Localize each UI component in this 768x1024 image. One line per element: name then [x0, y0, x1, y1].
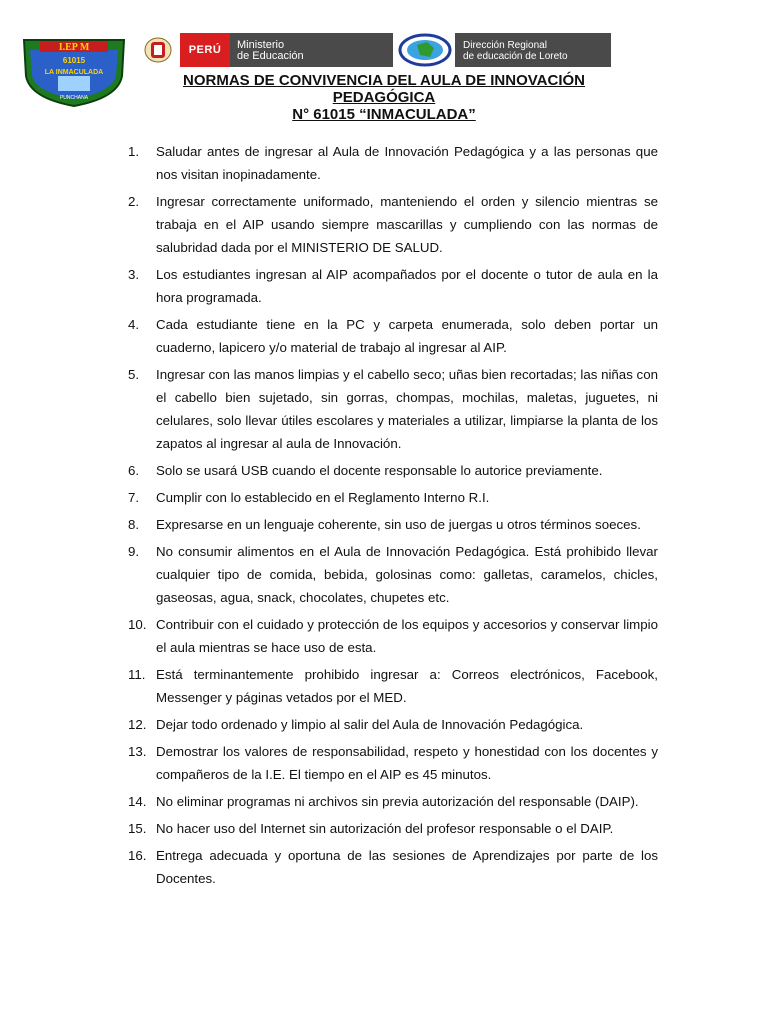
peru-label: PERÚ	[180, 33, 230, 67]
school-logo	[18, 36, 130, 108]
title-line-3: N° 61015 “INMACULADA”	[292, 106, 476, 123]
list-item: 2. Ingresar correctamente uniformado, manteniendo el orden y silencio mientras se trabaja en el AIP usando siempre mascarillas y cumpliendo con las normas de salubridad dada por el MINISTERIO DE SALUD.	[128, 194, 658, 255]
list-item: 11. Está terminantemente prohibido ingresar a: Correos electrónicos, Facebook, Messenger y páginas vetados por el MED.	[128, 667, 658, 705]
list-item: 4. Cada estudiante tiene en la PC y carpeta enumerada, solo deben portar un cuaderno, lapicero y/o material de trabajo al ingresar al AIP.	[128, 317, 658, 355]
peru-shield-icon	[136, 33, 180, 67]
list-item: 15. No hacer uso del Internet sin autorización del profesor responsable o el DAIP.	[128, 821, 614, 836]
dre-banner: Dirección Regional de educación de Loreto	[455, 33, 611, 67]
list-item: 3. Los estudiantes ingresan al AIP acompañados por el docente o tutor de aula en la hora programada.	[128, 267, 658, 305]
list-item: 8. Expresarse en un lenguaje coherente, sin uso de juergas u otros términos soeces.	[128, 517, 641, 532]
list-item: 6. Solo se usará USB cuando el docente responsable lo autorice previamente.	[128, 463, 603, 478]
list-item: 1. Saludar antes de ingresar al Aula de Innovación Pedagógica y a las personas que nos visitan inopinadamente.	[128, 144, 658, 182]
minedu-banner	[136, 33, 393, 67]
list-item: 10. Contribuir con el cuidado y protección de los equipos y accesorios y conservar limpio el aula mientras se hace uso de esta.	[128, 617, 658, 655]
svg-text:PUNCHANA: PUNCHANA	[59, 95, 89, 101]
svg-text:I.EP M: I.EP M	[58, 42, 90, 53]
ministerio-label: Ministerio de Educación	[230, 33, 393, 67]
list-item: 7. Cumplir con lo establecido en el Reglamento Interno R.I.	[128, 490, 490, 505]
svg-text:61015: 61015	[62, 56, 86, 65]
list-item: 9. No consumir alimentos en el Aula de Innovación Pedagógica. Está prohibido llevar cualquier tipo de comida, bebida, golosinas como: galletas, caramelos, chicles, gaseosas, agua, snack, chocolates, chupetes etc.	[128, 544, 658, 605]
list-item: 5. Ingresar con las manos limpias y el cabello seco; uñas bien recortadas; las niñas con el cabello bien sujetado, sin gorras, chompas, mochilas, maletas, juguetes, ni celulares, solo llevar útiles escolares y materiales a utilizar, limpiarse la planta de los zapatos al ingresar al aula de Innovación.	[128, 367, 658, 451]
rules-list	[128, 140, 658, 894]
title-line-1: NORMAS DE CONVIVENCIA DEL AULA DE INNOVACIÓN	[183, 72, 585, 89]
list-item: 16. Entrega adecuada y oportuna de las sesiones de Aprendizajes por parte de los Docentes.	[128, 848, 658, 886]
list-item: 13. Demostrar los valores de responsabilidad, respeto y honestidad con los docentes y compañeros de la I.E. El tiempo en el AIP es 45 minutos.	[128, 744, 658, 782]
dre-loreto-logo	[397, 33, 453, 67]
list-item: 14. No eliminar programas ni archivos sin previa autorización del responsable (DAIP).	[128, 794, 639, 809]
svg-text:LA INMACULADA: LA INMACULADA	[44, 69, 104, 76]
page-title	[140, 72, 628, 123]
title-line-2: PEDAGÓGICA	[332, 89, 436, 106]
list-item: 12. Dejar todo ordenado y limpio al salir del Aula de Innovación Pedagógica.	[128, 717, 584, 732]
